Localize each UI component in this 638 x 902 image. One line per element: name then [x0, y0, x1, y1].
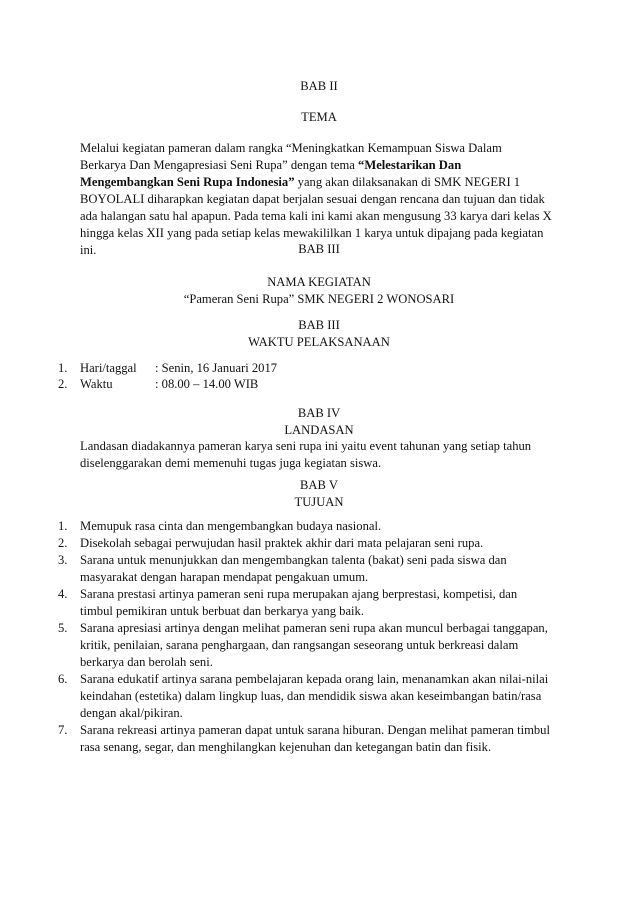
goal-text: Sarana edukatif artinya sarana pembelajaran kepada orang lain, menanamkan akan nilai-nilai — [80, 672, 549, 686]
schedule-label-time: Waktu — [80, 377, 113, 391]
goal-text: dengan akal/pikiran. — [80, 706, 183, 720]
goal-text: Sarana untuk menunjukkan dan mengembangkan talenta (bakat) seni pada siswa dan — [80, 553, 507, 567]
schedule-value-day: : Senin, 16 Januari 2017 — [155, 361, 278, 375]
bab2-para-line: Melalui kegiatan pameran dalam rangka “Meningkatkan Kemampuan Siswa Dalam — [80, 141, 502, 155]
bab2-para-line: ini. — [80, 243, 97, 257]
bab3a-title: NAMA KEGIATAN — [267, 275, 371, 289]
goal-number: 1. — [58, 519, 68, 533]
goal-text: masyarakat dengan harapan mendapat pengakuan umum. — [80, 570, 369, 584]
bab3b-heading: BAB III — [298, 318, 340, 332]
goal-text: berkarya dan berolah seni. — [80, 655, 213, 669]
goal-number: 2. — [58, 536, 68, 550]
goal-number: 7. — [58, 723, 68, 737]
goal-number: 3. — [58, 553, 68, 567]
bab2-title: TEMA — [301, 110, 337, 124]
bab2-theme-bold: Mengembangkan Seni Rupa Indonesia” — [80, 175, 295, 189]
bab2-para-line — [80, 174, 520, 191]
schedule-label-day: Hari/taggal — [80, 361, 137, 375]
bab4-title: LANDASAN — [284, 423, 354, 437]
bab3a-heading: BAB III — [298, 242, 340, 256]
goal-text: rasa senang, segar, dan menghilangkan kejenuhan dan ketegangan batin dan fisik. — [80, 740, 492, 754]
bab3a-subtitle: “Pameran Seni Rupa” SMK NEGERI 2 WONOSARI — [183, 292, 455, 306]
schedule-number: 2. — [58, 377, 68, 391]
bab4-para-line: Landasan diadakannya pameran karya seni rupa ini yaitu event tahunan yang setiap tahun — [80, 439, 532, 453]
goal-number: 6. — [58, 672, 68, 686]
bab4-para-line: diselenggarakan demi memenuhi tugas juga kegiatan siswa. — [80, 456, 382, 470]
goal-text: Sarana apresiasi artinya dengan melihat pameran seni rupa akan muncul berbagai tanggapan, — [80, 621, 548, 635]
goal-text: Disekolah sebagai perwujudan hasil praktek akhir dari mata pelajaran seni rupa. — [80, 536, 484, 550]
goal-text: timbul pemikiran untuk berbuat dan berkarya yang baik. — [80, 604, 364, 618]
bab2-para-line — [80, 157, 461, 174]
bab2-theme-bold: “Melestarikan Dan — [358, 158, 462, 172]
goal-text: Memupuk rasa cinta dan mengembangkan budaya nasional. — [80, 519, 382, 533]
schedule-value-time: : 08.00 – 14.00 WIB — [155, 377, 259, 391]
goal-number: 4. — [58, 587, 68, 601]
bab4-heading: BAB IV — [297, 406, 341, 420]
bab2-para-line: BOYOLALI diharapkan kegiatan dapat berjalan sesuai dengan rencana dan tujuan dan tidak — [80, 192, 545, 206]
goal-text: keindahan (estetika) dalam lingkup luas, dan mendidik siswa akan keseimbangan batin/rasa — [80, 689, 542, 703]
goal-text: kritik, penilaian, sarana penghargaan, dan rangsangan seseorang untuk berkreasi dalam — [80, 638, 519, 652]
bab2-para-text: yang akan dilaksanakan di SMK NEGERI 1 — [294, 175, 521, 189]
goal-text: Sarana rekreasi artinya pameran dapat untuk sarana hiburan. Dengan melihat pameran timbul — [80, 723, 550, 737]
goal-number: 5. — [58, 621, 68, 635]
bab2-para-line: hingga kelas XII yang pada setiap kelas mewakililkan 1 karya untuk dipajang pada kegiatan — [80, 226, 544, 240]
bab5-title: TUJUAN — [294, 495, 344, 509]
goal-text: Sarana prestasi artinya pameran seni rupa merupakan ajang berprestasi, kompetisi, dan — [80, 587, 518, 601]
bab2-heading: BAB II — [300, 79, 338, 93]
bab3b-title: WAKTU PELAKSANAAN — [248, 335, 390, 349]
bab5-heading: BAB V — [300, 478, 338, 492]
schedule-number: 1. — [58, 361, 68, 375]
bab2-para-text: Berkarya Dan Mengapresiasi Seni Rupa” dengan tema — [80, 158, 359, 172]
bab2-para-line: ada halangan satu hal apapun. Pada tema kali ini kami akan mengusung 33 karya dari kelas X — [80, 209, 552, 223]
